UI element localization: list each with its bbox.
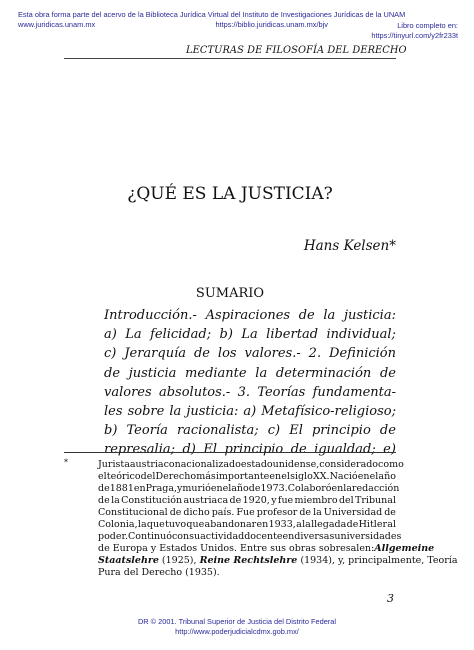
footnote-word: en: [210, 483, 223, 494]
footnote-word: profesor: [256, 507, 298, 518]
banner-link-juridicas[interactable]: www.juridicas.unam.mx: [18, 20, 96, 29]
footnote-word: del: [338, 495, 354, 506]
footnote-word: 1881: [109, 483, 134, 494]
running-head: LECTURAS DE FILOSOFÍA DEL DERECHO: [186, 45, 407, 56]
copyright-footer: [0, 617, 474, 637]
footnote-marker: *: [64, 458, 68, 467]
footnote-word: nacionalizado: [174, 459, 241, 470]
summary-block: [104, 306, 396, 460]
banner-notice: Esta obra forma parte del acervo de la Biblioteca Jurídica Virtual del Instituto de Investigaciones Jurídicas de la UNAM: [18, 10, 406, 19]
summary-word: a): [243, 404, 257, 420]
summary-word: Jerarquía: [124, 346, 186, 362]
footnote-word: actividad: [200, 531, 245, 542]
footnote-word: su: [189, 531, 201, 542]
summary-word: c): [104, 346, 117, 362]
footnote-word: Colaboró: [287, 483, 332, 494]
footnote: [64, 458, 458, 579]
summary-word: valores: [104, 384, 152, 400]
footnote-word: la: [137, 519, 147, 530]
summary-word: El: [289, 423, 303, 439]
footnote-word: dicho: [183, 507, 210, 518]
footnote-word: que: [146, 519, 165, 530]
footnote-line: [98, 507, 396, 519]
footnote-line: de Europa y Estados Unidos. Entre sus obras sobresalen: Allgemeine: [98, 543, 435, 554]
footnote-rule: [64, 452, 396, 453]
footnote-word: la: [343, 483, 352, 494]
footnote-word: austriaco: [129, 459, 175, 470]
footnote-line: Staatslehre (1925), Reine Rechtslehre (1934), y, principalmente, Teoría: [98, 555, 458, 566]
summary-word: les: [104, 404, 123, 420]
footnote-word: como: [378, 459, 404, 470]
footnote-line: [98, 459, 404, 471]
summary-word: de: [298, 308, 315, 323]
summary-word: principio: [224, 442, 284, 458]
summary-word: La: [241, 327, 258, 343]
summary-line: [104, 383, 396, 402]
footnote-word: de: [229, 495, 242, 506]
footnote-word: el: [98, 471, 107, 482]
summary-word: racionalista;: [176, 423, 259, 439]
summary-word: los: [217, 346, 237, 362]
footnote-word: murió: [182, 483, 211, 494]
footnote-word: Jurista: [98, 459, 130, 470]
summary-word: igualdad;: [314, 442, 376, 458]
footnote-work-title: Reine Rechtslehre: [199, 555, 298, 566]
banner-libro-link[interactable]: https://tinyurl.com/y2fr233t: [371, 31, 458, 40]
footnote-word: Colonia,: [98, 519, 138, 530]
footnote-word: Nació: [329, 471, 358, 482]
footnote-word: redacción: [351, 483, 400, 494]
footnote-word: Universidad: [323, 507, 383, 518]
footnote-word: fue: [277, 495, 294, 506]
summary-word: individual;: [326, 327, 396, 343]
summary-word: justicia:: [343, 308, 396, 323]
summary-word: la: [255, 365, 268, 381]
footnote-word: Praga,: [145, 483, 178, 494]
footnote-word: siglo: [290, 471, 313, 482]
footnote-word: la: [111, 495, 120, 506]
footnote-word: Fue: [236, 507, 255, 518]
footnote-word: Constitucional: [98, 507, 168, 518]
summary-word: mediante: [185, 365, 247, 381]
summary-word: sobre: [127, 404, 165, 420]
summary-word: c): [267, 423, 281, 439]
footnote-word: del: [140, 471, 156, 482]
sumario-heading: SUMARIO: [195, 286, 265, 301]
summary-line: [104, 364, 396, 383]
summary-line: [104, 421, 396, 440]
summary-word: El: [203, 442, 217, 458]
summary-word: Introducción.-: [104, 308, 197, 323]
summary-line: [104, 344, 396, 363]
page-title: ¿QUÉ ES LA JUSTICIA?: [127, 184, 333, 204]
footnote-word: XX.: [312, 471, 330, 482]
footnote-word: de: [299, 507, 312, 518]
footnote-word: en: [269, 471, 282, 482]
footnote-word: en: [282, 531, 295, 542]
footnote-word: de: [346, 519, 359, 530]
footnote-word: año: [231, 483, 249, 494]
footnote-word: de: [98, 495, 110, 506]
footnote-word: el: [281, 471, 290, 482]
footnote-word: miembro: [294, 495, 338, 506]
summary-word: Definición: [329, 346, 396, 362]
footnote-word: Constitución: [121, 495, 183, 506]
footnote-word: de: [98, 483, 110, 494]
footnote-word: 1933,: [268, 519, 296, 530]
summary-word: absolutos.-: [158, 384, 231, 400]
summary-word: 3.: [237, 384, 251, 400]
summary-word: Metafísico-religioso;: [261, 404, 396, 420]
summary-word: 2.: [308, 346, 322, 362]
footnote-word: Tribunal: [355, 495, 396, 506]
footnote-word: universidades: [334, 531, 402, 542]
footnote-line: [98, 495, 396, 507]
footnote-word: en: [331, 483, 344, 494]
summary-word: La: [125, 327, 142, 343]
footnote-word: diversas: [294, 531, 335, 542]
summary-word: b): [104, 423, 118, 439]
summary-line: [104, 402, 396, 421]
footnote-word: la: [302, 519, 311, 530]
footnote-line: [98, 471, 396, 483]
footnote-word: 1973.: [260, 483, 288, 494]
footnote-word: austriaca: [183, 495, 229, 506]
footnote-work-title: Allgemeine: [374, 543, 435, 554]
footnote-line: [98, 483, 400, 495]
footnote-word: a: [296, 519, 302, 530]
header-rule: [64, 58, 396, 59]
footnote-word: importante: [215, 471, 270, 482]
footnote-word: de: [248, 483, 261, 494]
footer-link[interactable]: http://www.poderjudicialcdmx.gob.mx/: [175, 627, 299, 636]
footnote-word: llegada: [311, 519, 347, 530]
summary-word: la: [169, 404, 182, 420]
summary-word: Teoría: [126, 423, 168, 439]
footnote-word: abandonar: [204, 519, 257, 530]
footnote-word: al: [387, 519, 396, 530]
summary-word: libertad: [266, 327, 319, 343]
footnote-word: más: [196, 471, 216, 482]
page-number: 3: [387, 592, 394, 605]
footnote-word: tuvo: [165, 519, 187, 530]
summary-word: de: [193, 346, 210, 362]
summary-word: justicia: [128, 365, 177, 381]
footnote-word: considerado: [319, 459, 379, 470]
footnote-word: con: [171, 531, 190, 542]
footnote-word: en: [256, 519, 269, 530]
footnote-word: 1920,: [242, 495, 270, 506]
summary-word: de: [290, 442, 307, 458]
summary-word: b): [219, 327, 233, 343]
summary-line: [104, 440, 396, 459]
footnote-work-title: Staatslehre: [98, 555, 159, 566]
footnote-word: Derecho: [155, 471, 197, 482]
summary-word: fundamenta-: [312, 384, 396, 400]
footnote-word: en: [133, 483, 146, 494]
banner-link-bjv[interactable]: https://biblio.juridicas.unam.mx/bjv: [215, 20, 328, 29]
footnote-word: que: [186, 519, 205, 530]
footnote-word: el: [222, 483, 232, 494]
summary-word: principio: [311, 423, 371, 439]
footnote-word: de: [169, 507, 182, 518]
banner-libro-label: Libro completo en:: [397, 21, 458, 30]
footnote-word: la: [313, 507, 322, 518]
footnote-line: [98, 531, 402, 543]
footnote-word: el: [369, 471, 379, 482]
footnote-word: Continuó: [128, 531, 172, 542]
summary-word: a): [104, 327, 117, 343]
summary-word: Teorías: [257, 384, 306, 400]
summary-line: [104, 325, 396, 344]
summary-word: la: [323, 308, 336, 323]
summary-word: de: [379, 365, 396, 381]
footnote-line: Pura del Derecho (1935).: [98, 567, 220, 578]
summary-word: determinación: [275, 365, 372, 381]
footnote-word: estadounidense,: [240, 459, 320, 470]
footnote-word: de: [384, 507, 396, 518]
footnote-word: Hitler: [358, 519, 387, 530]
summary-word: Aspiraciones: [205, 308, 291, 323]
summary-word: valores.-: [244, 346, 301, 362]
summary-line: [104, 306, 396, 325]
summary-word: d): [182, 442, 196, 458]
author-name: Hans Kelsen*: [303, 238, 396, 254]
summary-word: de: [104, 365, 121, 381]
summary-word: justicia:: [186, 404, 239, 420]
footnote-word: docente: [244, 531, 283, 542]
library-banner: [18, 10, 458, 40]
footnote-word: teórico: [106, 471, 141, 482]
footnote-word: país.: [211, 507, 235, 518]
footnote-word: poder.: [98, 531, 129, 542]
summary-word: e): [383, 442, 396, 458]
footnote-word: y: [271, 495, 277, 506]
footnote-line: [98, 519, 396, 531]
summary-word: felicidad;: [150, 327, 212, 343]
copyright-notice: DR © 2001. Tribunal Superior de Justicia del Distrito Federal: [137, 617, 337, 626]
footnote-word: año: [378, 471, 396, 482]
summary-word: represalia;: [104, 442, 176, 458]
footnote-word: en: [357, 471, 370, 482]
footnote-word: y: [177, 483, 183, 494]
summary-word: de: [379, 423, 396, 439]
